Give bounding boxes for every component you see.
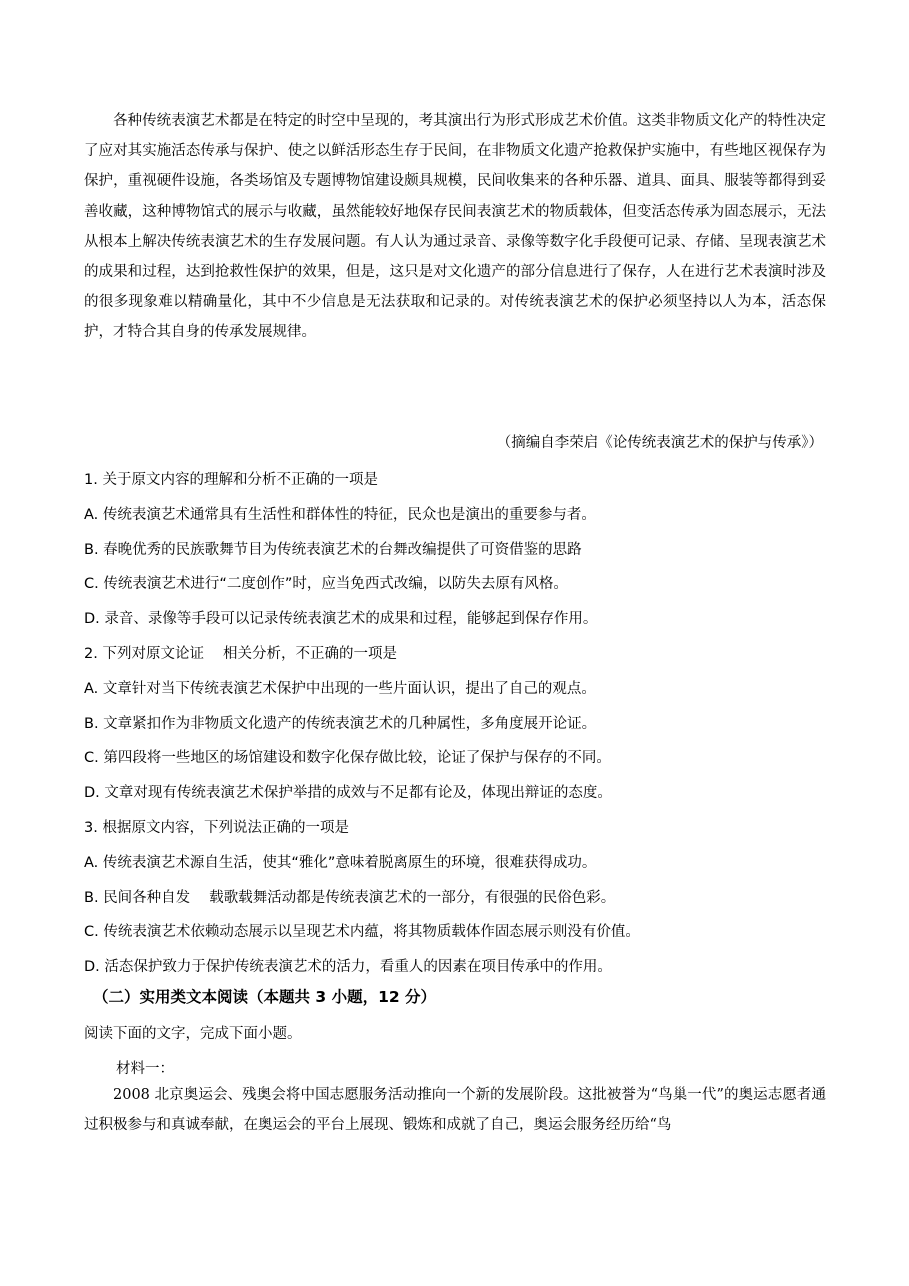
passage-source: （摘编自李荣启《论传统表演艺术的保护与传承》） [496,435,823,451]
question-2-option-b: B. 文章紧扣作为非物质文化遗产的传统表演艺术的几种属性，多角度展开论证。 [84,715,597,732]
question-2-option-c: C. 第四段将一些地区的场馆建设和数字化保存做比较，论证了保护与保存的不同。 [84,750,611,767]
section-2-instruction: 阅读下面的文字，完成下面小题。 [84,1026,302,1042]
question-1-stem: 1. 关于原文内容的理解和分析不正确的一项是 [84,472,378,488]
question-2-option-d: D. 文章对现有传统表演艺术保护举措的成效与不足都有论及，体现出辩证的态度。 [84,785,612,802]
question-1-option-b: B. 春晚优秀的民族歌舞节目为传统表演艺术的台舞改编提供了可资借鉴的思路 [84,541,582,558]
material-1-label: 材料一： [116,1061,174,1077]
question-3-option-d: D. 活态保护致力于保护传统表演艺术的活力，看重人的因素在项目传承中的作用。 [84,959,612,976]
question-2-option-a: A. 文章针对当下传统表演艺术保护中出现的一些片面认识，提出了自己的观点。 [84,680,596,697]
question-1-option-d: D. 录音、录像等手段可以记录传统表演艺术的成果和过程，能够起到保存作用。 [84,611,598,628]
question-3-option-a: A. 传统表演艺术源自生活，使其“雅化”意味着脱离原生的环境，很难获得成功。 [84,854,597,871]
question-3-stem: 3. 根据原文内容，下列说法正确的一项是 [84,819,349,836]
material-1-paragraph: 2008 北京奥运会、残奥会将中国志愿服务活动推向一个新的发展阶段。这批被誉为“鸟巢一代”的奥运志愿者通过积极参与和真诚奉献，在奥运会的平台上展现、锻炼和成就了自己，奥运会服务经历给“鸟 [84,1087,826,1134]
passage-paragraph: 各种传统表演艺术都是在特定的时空中呈现的，考其演出行为形式形成艺术价值。这类非物质文化产的特性决定了应对其实施活态传承与保护、使之以鲜活形态生存于民间，在非物质文化遗产抢救保护实施中，有些地区视保存为保护，重视硬件设施，各类场馆及专题博物馆建设颇具规模，民间收集来的各种乐器、道具、面具、服装等都得到妥善收藏，这种博物馆式的展示与收藏，虽然能较好地保存民间表演艺术的物质载体，但变活态传承为固态展示，无法从根本上解决传统表演艺术的生存发展问题。有人认为通过录音、录像等数字化手段便可记录、存储、呈现表演艺术的成果和过程，达到抢救性保护的效果，但是，这只是对文化遗产的部分信息进行了保存，人在进行艺术表演时涉及的很多现象难以精确量化，其中不少信息是无法获取和记录的。对传统表演艺术的保护必须坚持以人为本，活态保护，才特合其自身的传承发展规律。 [84,113,826,341]
question-list [84,463,826,985]
question-1-option-c: C. 传统表演艺术进行“二度创作”时，应当免西式改编，以防失去原有风格。 [84,576,568,593]
question-3-option-c: C. 传统表演艺术依赖动态展示以呈现艺术内蕴，将其物质载体作固态展示则没有价值。 [84,924,640,941]
question-1-option-a: A. 传统表演艺术通常具有生活性和群体性的特征，民众也是演出的重要参与者。 [84,506,596,523]
question-2-stem: 2. 下列对原文论证 相关分析，不正确的一项是 [84,645,398,662]
question-3-option-b: B. 民间各种自发 载歌载舞活动都是传统表演艺术的一部分，有很强的民俗色彩。 [84,889,616,906]
section-2-title: （二）实用类文本阅读（本题共 3 小题，12 分） [93,988,437,1006]
